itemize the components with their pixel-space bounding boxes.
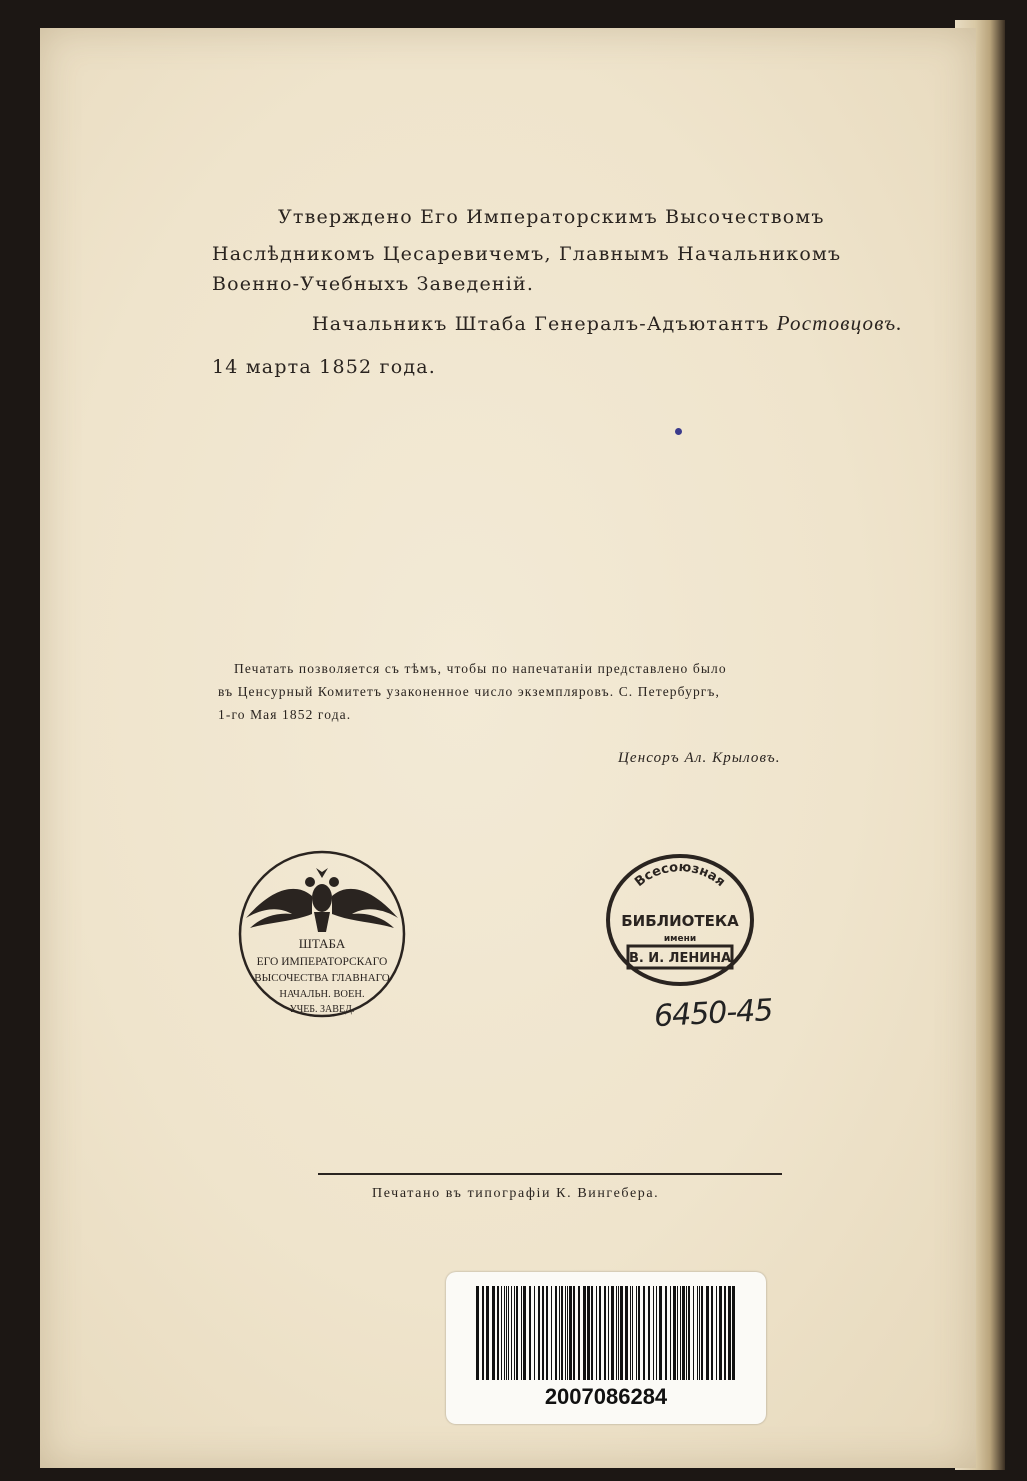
barcode-bar <box>583 1286 586 1380</box>
barcode-bar <box>482 1286 484 1380</box>
barcode-bar <box>732 1286 735 1380</box>
staff-seal-line-1: ШТАБА <box>298 936 346 951</box>
double-headed-eagle-icon <box>246 868 398 932</box>
approval-line-2: Наслѣдникомъ Цесаревичемъ, Главнымъ Начальникомъ <box>212 243 842 265</box>
library-stamp-arc-text: Всесоюзная <box>632 859 728 890</box>
library-stamp-line-2: имени <box>663 934 697 944</box>
barcode-bar <box>682 1286 685 1380</box>
barcode-bar <box>638 1286 640 1380</box>
barcode-bar <box>578 1286 580 1380</box>
barcode-bar <box>516 1286 518 1380</box>
barcode-bar <box>529 1286 531 1380</box>
barcode-bar <box>680 1286 681 1380</box>
staff-seal-line-2: ЕГО ИМПЕРАТОРСКАГО <box>256 956 388 968</box>
barcode-icon <box>476 1286 736 1382</box>
barcode-bar <box>616 1286 617 1380</box>
barcode-bar <box>716 1286 717 1380</box>
barcode-bar <box>673 1286 676 1380</box>
barcode-bar <box>620 1286 623 1380</box>
staff-seal-line-4: НАЧАЛЬН. ВОЕН. <box>279 989 365 1000</box>
barcode-bar <box>706 1286 709 1380</box>
barcode-bar <box>555 1286 557 1380</box>
printer-imprint: Печатано въ типографіи К. Вингебера. <box>372 1186 660 1201</box>
censorship-line-2: въ Ценсурный Комитетъ узаконенное число экземпляровъ. С. Петербургъ, <box>218 684 720 699</box>
barcode-bar <box>701 1286 703 1380</box>
barcode-bar <box>504 1286 505 1380</box>
barcode-bar <box>643 1286 645 1380</box>
barcode-bar <box>523 1286 526 1380</box>
library-stamp-line-1: БИБЛИОТЕКА <box>621 912 739 930</box>
barcode-bar <box>559 1286 560 1380</box>
barcode-bar <box>719 1286 722 1380</box>
imprint-divider <box>318 1173 782 1175</box>
barcode-bar <box>632 1286 633 1380</box>
barcode-bar <box>724 1286 726 1380</box>
approval-line-3: Военно-Учебныхъ Заведеній. <box>212 273 535 295</box>
censorship-line-3: 1-го Мая 1852 года. <box>218 707 352 722</box>
barcode-bar <box>604 1286 606 1380</box>
barcode-bar <box>599 1286 601 1380</box>
library-stamp-line-3: В. И. ЛЕНИНА <box>628 951 732 966</box>
staff-seal-line-3: ВЫСОЧЕСТВА ГЛАВНАГО <box>254 972 390 984</box>
barcode-bar <box>618 1286 619 1380</box>
barcode-bar <box>561 1286 563 1380</box>
barcode-bar <box>497 1286 499 1380</box>
barcode-bar <box>699 1286 700 1380</box>
barcode-bar <box>693 1286 694 1380</box>
barcode-bar <box>688 1286 690 1380</box>
barcode-bar <box>653 1286 654 1380</box>
barcode-bar <box>587 1286 590 1380</box>
barcode-bar <box>511 1286 512 1380</box>
staff-seal-stamp <box>236 848 408 1020</box>
barcode-bar <box>538 1286 540 1380</box>
barcode-bar <box>546 1286 548 1380</box>
barcode-bar <box>697 1286 698 1380</box>
barcode-bar <box>542 1286 544 1380</box>
barcode-bar <box>665 1286 667 1380</box>
barcode-bar <box>508 1286 509 1380</box>
barcode-bar <box>630 1286 631 1380</box>
barcode-bar <box>659 1286 662 1380</box>
barcode-bar <box>565 1286 566 1380</box>
library-stamp <box>604 852 756 988</box>
approval-date: 14 марта 1852 года. <box>212 356 437 378</box>
barcode-bar <box>521 1286 522 1380</box>
approval-line-4-prefix: Начальникъ Штаба Генералъ-Адъютантъ <box>312 313 770 335</box>
barcode-bar <box>686 1286 687 1380</box>
barcode-bar <box>636 1286 637 1380</box>
barcode-bar <box>501 1286 502 1380</box>
barcode-bar <box>476 1286 479 1380</box>
barcode-bar <box>492 1286 495 1380</box>
barcode-bar <box>573 1286 575 1380</box>
censor-signature: Ценсоръ Ал. Крыловъ. <box>618 750 781 766</box>
barcode-label <box>446 1272 766 1424</box>
censorship-line-1: Печатать позволяется съ тѣмъ, чтобы по напечатаніи представлено было <box>234 661 727 676</box>
barcode-bar <box>677 1286 678 1380</box>
barcode-bar <box>596 1286 597 1380</box>
barcode-bar <box>506 1286 507 1380</box>
handwritten-accession-number: 6450-45 <box>653 992 774 1035</box>
barcode-bar <box>711 1286 713 1380</box>
barcode-bar <box>728 1286 731 1380</box>
barcode-bar <box>656 1286 657 1380</box>
approval-signatory-name: Ростовцовъ. <box>776 311 903 335</box>
barcode-bar <box>551 1286 552 1380</box>
barcode-bar <box>625 1286 628 1380</box>
barcode-bar <box>648 1286 650 1380</box>
ink-dot <box>675 428 682 435</box>
barcode-number: 2007086284 <box>544 1384 668 1409</box>
barcode-bar <box>514 1286 515 1380</box>
staff-seal-line-5: УЧЕБ. ЗАВЕД. <box>289 1004 355 1015</box>
barcode-bar <box>569 1286 572 1380</box>
approval-chief-of-staff <box>312 311 903 336</box>
barcode-bar <box>670 1286 671 1380</box>
barcode-bar <box>534 1286 535 1380</box>
barcode-bar <box>567 1286 568 1380</box>
barcode-bar <box>611 1286 614 1380</box>
barcode-bar <box>486 1286 489 1380</box>
barcode-bar <box>591 1286 593 1380</box>
approval-line-1: Утверждено Его Императорскимъ Высочествомъ <box>278 206 825 228</box>
barcode-bar <box>608 1286 609 1380</box>
